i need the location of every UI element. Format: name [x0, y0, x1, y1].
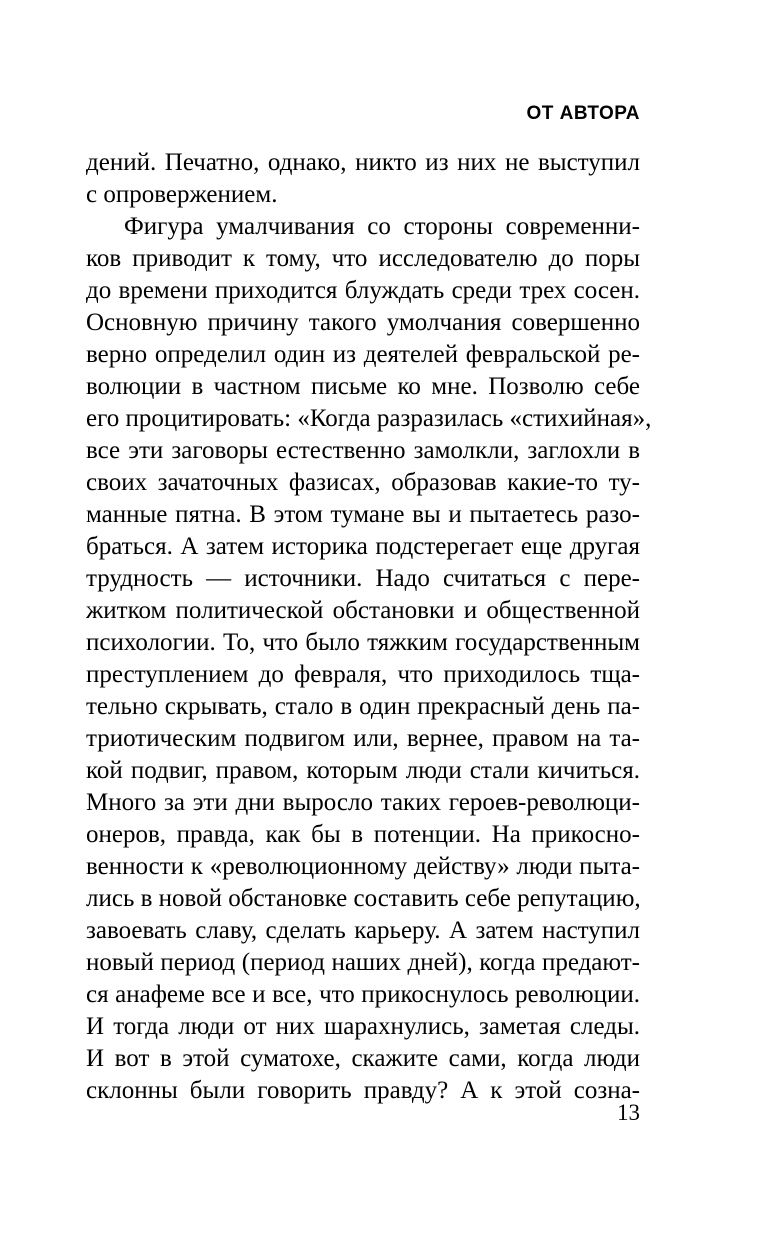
text-line: новый период (период наших дней), когда предают-	[86, 949, 640, 976]
text-line: волюции в частном письме ко мне. Позволю себе	[86, 373, 640, 400]
running-header: ОТ АВТОРА	[526, 103, 640, 124]
text-line: житком политической обстановки и общественной	[86, 597, 640, 624]
text-line: манные пятна. В этом тумане вы и пытаетесь разо-	[86, 501, 640, 528]
body-text	[86, 147, 652, 1107]
text-line: все эти заговоры естественно замолкли, заглохли в	[86, 437, 640, 464]
text-line: Основную причину такого умолчания совершенно	[86, 309, 640, 336]
text-line: его процитировать: «Когда разразилась «стихийная»,	[86, 405, 652, 432]
text-line: Фигура умалчивания со стороны современни-	[124, 213, 640, 240]
text-line: трудность — источники. Надо считаться с пере-	[86, 565, 640, 592]
text-line: браться. А затем историка подстерегает еще другая	[86, 533, 640, 560]
text-line: Много за эти дни выросло таких героев-революци-	[86, 789, 640, 816]
text-line: онеров, правда, как бы в потенции. На прикосно-	[86, 821, 640, 848]
text-line: ся анафеме все и все, что прикоснулось революции.	[86, 981, 640, 1008]
text-line: И вот в этой суматохе, скажите сами, когда люди	[86, 1045, 640, 1072]
text-line: И тогда люди от них шарахнулись, заметая следы.	[86, 1013, 640, 1040]
text-line: склонны были говорить правду? А к этой созна-	[86, 1077, 640, 1104]
text-line: до времени приходится блуждать среди трех сосен.	[86, 277, 640, 304]
text-line: с опровержением.	[86, 181, 278, 208]
text-line: своих зачаточных фазисах, образовав какие-то ту-	[86, 469, 640, 496]
text-line: преступлением до февраля, что приходилось тща-	[86, 661, 640, 688]
text-line: психологии. То, что было тяжким государственным	[86, 629, 640, 656]
page-number: 13	[617, 1100, 640, 1125]
text-line: тельно скрывать, стало в один прекрасный день па-	[86, 693, 640, 720]
text-line: ков приводит к тому, что исследователю до поры	[86, 245, 640, 272]
text-line: завоевать славу, сделать карьеру. А затем наступил	[86, 917, 640, 944]
text-line: лись в новой обстановке составить себе репутацию,	[86, 885, 641, 912]
text-line: верно определил один из деятелей февральской ре-	[86, 341, 640, 368]
text-line: триотическим подвигом или, вернее, правом на та-	[86, 725, 640, 752]
text-line: венности к «революционному действу» люди пыта-	[86, 853, 640, 880]
text-line: кой подвиг, правом, которым люди стали кичиться.	[86, 757, 640, 784]
text-line: дений. Печатно, однако, никто из них не выступил	[86, 149, 640, 176]
